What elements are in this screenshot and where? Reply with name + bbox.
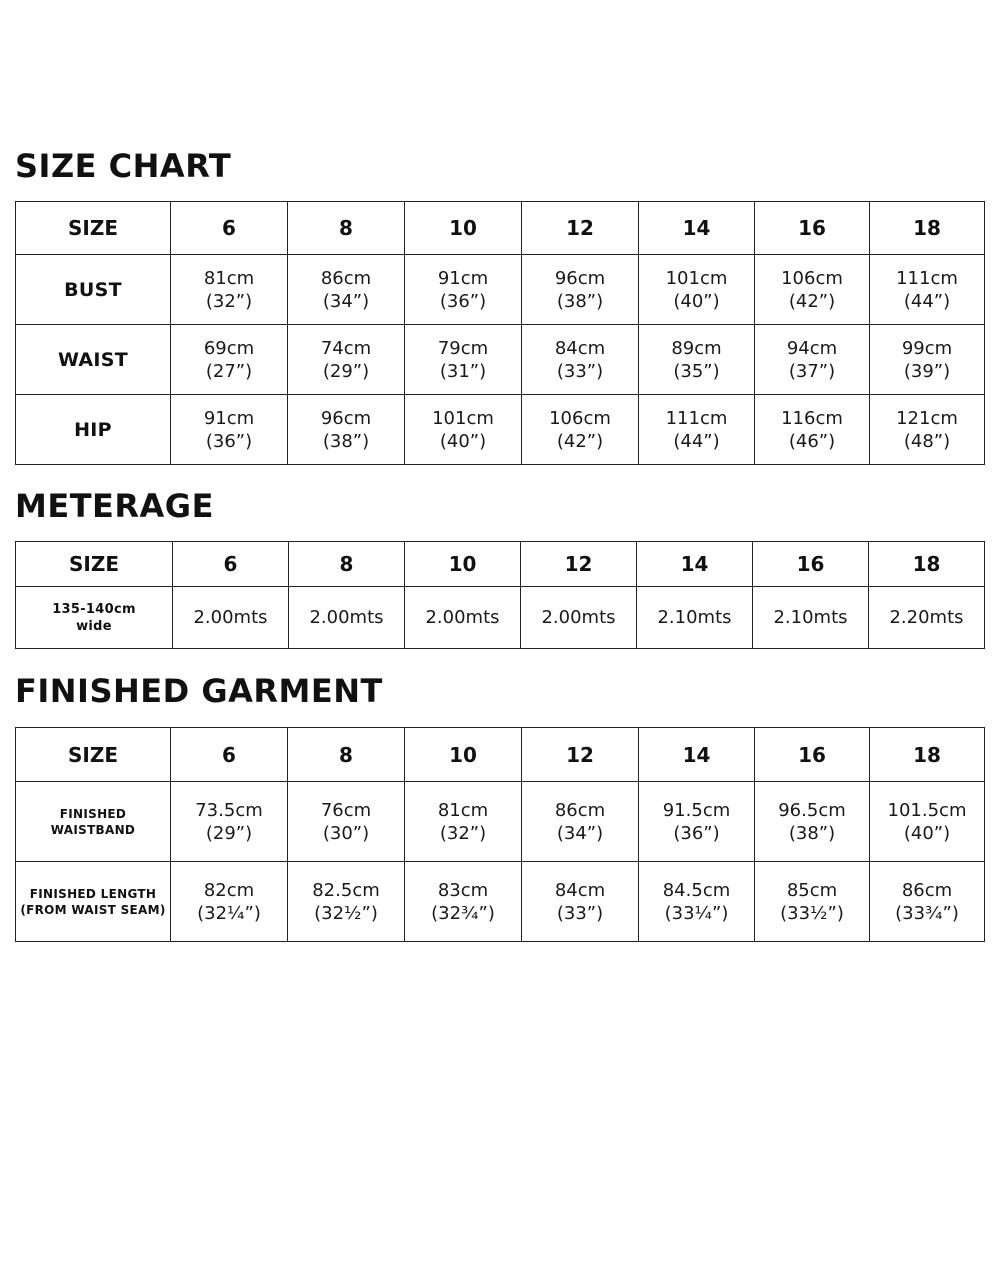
bust-cell	[288, 255, 405, 325]
waistband-cm: 73.5cm	[195, 799, 263, 821]
table-row	[16, 395, 985, 465]
hip-in: (44”)	[673, 430, 720, 452]
size-chart-table	[15, 201, 985, 465]
meterage-header-8: 8	[289, 542, 405, 587]
size-header-18: 18	[870, 202, 985, 255]
length-cell	[288, 862, 405, 942]
finished-waistband-line2: WAISTBAND	[50, 822, 136, 837]
bust-cell	[755, 255, 870, 325]
size-header-label: SIZE	[16, 202, 171, 255]
waistband-cell	[522, 782, 639, 862]
table-row	[16, 325, 985, 395]
hip-cm: 106cm	[549, 407, 611, 429]
hip-cm: 96cm	[320, 407, 372, 429]
hip-cell	[405, 395, 522, 465]
finished-header-12: 12	[522, 728, 639, 782]
meterage-cell: 2.20mts	[869, 587, 985, 649]
bust-cell	[639, 255, 755, 325]
bust-cell	[405, 255, 522, 325]
length-in: (32¼”)	[197, 902, 261, 924]
table-row	[16, 255, 985, 325]
waistband-cm: 81cm	[437, 799, 489, 821]
size-header-10: 10	[405, 202, 522, 255]
length-cm: 83cm	[437, 879, 489, 901]
waist-cm: 79cm	[437, 337, 489, 359]
hip-in: (40”)	[439, 430, 487, 452]
meterage-table	[15, 541, 985, 649]
meterage-header-14: 14	[637, 542, 753, 587]
hip-in: (36”)	[205, 430, 253, 452]
meterage-header-label: SIZE	[16, 542, 173, 587]
waistband-cell	[405, 782, 522, 862]
waistband-cm: 76cm	[320, 799, 372, 821]
meterage-header-10: 10	[405, 542, 521, 587]
waistband-in: (38”)	[788, 822, 836, 844]
waistband-cm: 96.5cm	[778, 799, 846, 821]
hip-cm: 91cm	[203, 407, 255, 429]
meterage-cell: 2.10mts	[637, 587, 753, 649]
waist-cell	[639, 325, 755, 395]
table-row	[16, 782, 985, 862]
waist-in: (37”)	[788, 360, 836, 382]
finished-header-16: 16	[755, 728, 870, 782]
finished-header-10: 10	[405, 728, 522, 782]
finished-header-label: SIZE	[16, 728, 171, 782]
waistband-cm: 91.5cm	[662, 799, 731, 821]
bust-in: (44”)	[903, 290, 951, 312]
finished-garment-title: FINISHED GARMENT	[15, 672, 383, 710]
length-in: (33”)	[556, 902, 604, 924]
waistband-in: (29”)	[205, 822, 253, 844]
waist-cell	[405, 325, 522, 395]
length-cm: 84.5cm	[662, 879, 731, 901]
length-in: (33½”)	[780, 902, 844, 924]
finished-waistband-line1: FINISHED	[59, 806, 127, 821]
fabric-width-line1: 135-140cm	[52, 601, 136, 617]
fabric-width-label	[16, 587, 173, 649]
length-in: (33¼”)	[664, 902, 729, 924]
meterage-cell: 2.10mts	[753, 587, 869, 649]
bust-cell	[171, 255, 288, 325]
length-cm: 82.5cm	[312, 879, 380, 901]
bust-cm: 91cm	[437, 267, 489, 289]
table-row	[16, 862, 985, 942]
hip-cm: 111cm	[665, 407, 728, 429]
waist-in: (31”)	[439, 360, 487, 382]
length-in: (32¾”)	[431, 902, 495, 924]
finished-header-14: 14	[639, 728, 755, 782]
finished-header-8: 8	[288, 728, 405, 782]
hip-cell	[755, 395, 870, 465]
waistband-cell	[755, 782, 870, 862]
bust-in: (34”)	[322, 290, 370, 312]
finished-header-18: 18	[870, 728, 985, 782]
finished-length-line2: (FROM WAIST SEAM)	[20, 902, 166, 917]
waist-cell	[288, 325, 405, 395]
finished-garment-table	[15, 727, 985, 942]
size-header-8: 8	[288, 202, 405, 255]
length-cell	[405, 862, 522, 942]
size-header-12: 12	[522, 202, 639, 255]
table-row	[16, 587, 985, 649]
finished-header-row	[16, 728, 985, 782]
fabric-width-line2: wide	[76, 618, 112, 634]
meterage-title: METERAGE	[15, 487, 214, 525]
length-cm: 82cm	[203, 879, 255, 901]
hip-label: HIP	[16, 395, 171, 465]
hip-in: (46”)	[788, 430, 836, 452]
hip-cm: 116cm	[781, 407, 843, 429]
meterage-cell: 2.00mts	[173, 587, 289, 649]
waistband-cell	[288, 782, 405, 862]
bust-cell	[522, 255, 639, 325]
waist-cm: 94cm	[786, 337, 838, 359]
waistband-cm: 101.5cm	[887, 799, 967, 821]
size-header-6: 6	[171, 202, 288, 255]
bust-cm: 86cm	[320, 267, 372, 289]
size-header-14: 14	[639, 202, 755, 255]
waist-in: (39”)	[903, 360, 951, 382]
waist-label: WAIST	[16, 325, 171, 395]
bust-in: (32”)	[205, 290, 253, 312]
size-header-16: 16	[755, 202, 870, 255]
bust-in: (38”)	[556, 290, 604, 312]
waist-cell	[171, 325, 288, 395]
bust-in: (42”)	[788, 290, 836, 312]
finished-length-line1: FINISHED LENGTH	[29, 886, 157, 901]
bust-in: (40”)	[673, 290, 720, 312]
meterage-header-6: 6	[173, 542, 289, 587]
bust-cm: 96cm	[554, 267, 606, 289]
hip-cell	[288, 395, 405, 465]
bust-cm: 101cm	[665, 267, 728, 289]
hip-cm: 121cm	[896, 407, 958, 429]
length-cell	[870, 862, 985, 942]
waist-cm: 69cm	[203, 337, 255, 359]
waistband-in: (34”)	[556, 822, 604, 844]
size-chart-header-row	[16, 202, 985, 255]
waistband-cell	[870, 782, 985, 862]
waistband-cm: 86cm	[554, 799, 606, 821]
hip-in: (38”)	[322, 430, 370, 452]
hip-cell	[870, 395, 985, 465]
waist-cm: 89cm	[671, 337, 722, 359]
meterage-header-16: 16	[753, 542, 869, 587]
waist-cm: 74cm	[320, 337, 372, 359]
waist-cell	[522, 325, 639, 395]
meterage-header-12: 12	[521, 542, 637, 587]
length-cm: 84cm	[554, 879, 606, 901]
bust-cm: 106cm	[781, 267, 843, 289]
bust-cm: 81cm	[203, 267, 255, 289]
waistband-cell	[639, 782, 755, 862]
waist-cm: 99cm	[901, 337, 953, 359]
waist-cell	[870, 325, 985, 395]
length-in: (33¾”)	[895, 902, 959, 924]
bust-label: BUST	[16, 255, 171, 325]
waistband-cell	[171, 782, 288, 862]
hip-cell	[639, 395, 755, 465]
meterage-cell: 2.00mts	[405, 587, 521, 649]
waistband-in: (36”)	[673, 822, 720, 844]
length-cm: 86cm	[901, 879, 953, 901]
waist-in: (27”)	[205, 360, 253, 382]
size-chart-title: SIZE CHART	[15, 147, 232, 185]
waist-cm: 84cm	[554, 337, 606, 359]
bust-in: (36”)	[439, 290, 487, 312]
meterage-cell: 2.00mts	[289, 587, 405, 649]
hip-cell	[171, 395, 288, 465]
length-cell	[522, 862, 639, 942]
length-cell	[755, 862, 870, 942]
waist-in: (29”)	[322, 360, 370, 382]
finished-waistband-label	[16, 782, 171, 862]
waist-in: (33”)	[556, 360, 604, 382]
meterage-header-18: 18	[869, 542, 985, 587]
waistband-in: (32”)	[439, 822, 487, 844]
length-cm: 85cm	[786, 879, 838, 901]
length-cell	[639, 862, 755, 942]
waist-cell	[755, 325, 870, 395]
waist-in: (35”)	[673, 360, 720, 382]
hip-in: (48”)	[903, 430, 951, 452]
bust-cm: 111cm	[896, 267, 958, 289]
waistband-in: (40”)	[903, 822, 951, 844]
length-cell	[171, 862, 288, 942]
length-in: (32½”)	[314, 902, 378, 924]
meterage-cell: 2.00mts	[521, 587, 637, 649]
meterage-header-row	[16, 542, 985, 587]
bust-cell	[870, 255, 985, 325]
waistband-in: (30”)	[322, 822, 370, 844]
finished-length-label	[16, 862, 171, 942]
hip-in: (42”)	[556, 430, 604, 452]
hip-cell	[522, 395, 639, 465]
finished-header-6: 6	[171, 728, 288, 782]
hip-cm: 101cm	[432, 407, 494, 429]
